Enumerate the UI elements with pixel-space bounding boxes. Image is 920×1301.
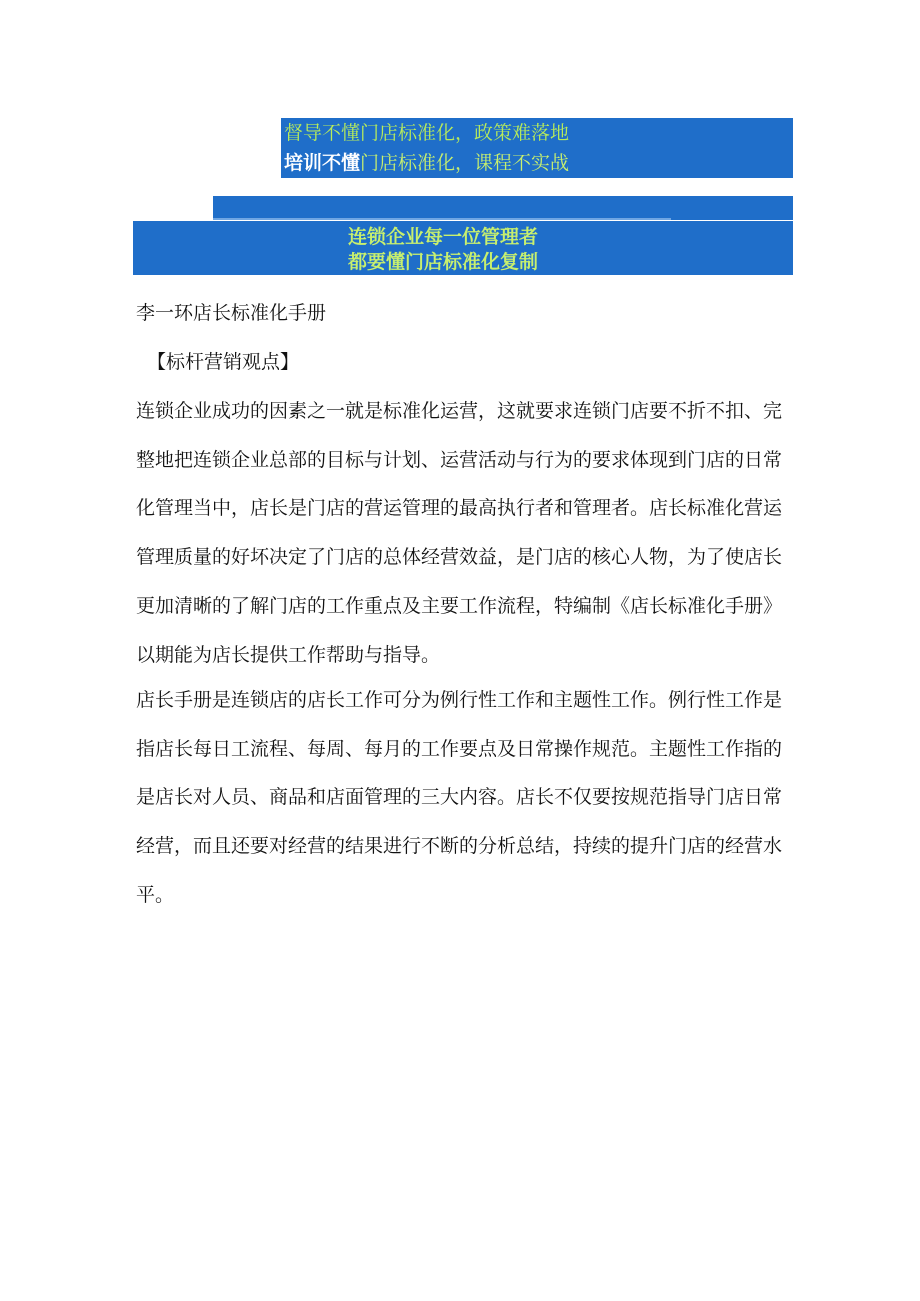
banner-slogan: [133, 221, 793, 275]
banner-line-2: [284, 150, 569, 176]
banner-line-2-strong: 培训不懂: [284, 152, 361, 174]
slogan-line-2: 都要懂门店标准化复制: [347, 251, 538, 273]
banner-top: [281, 118, 793, 178]
banner-divider-rule: [213, 218, 671, 220]
section-label: 【标杆营销观点】: [147, 351, 300, 373]
slogan-line-1: 连锁企业每一位管理者: [347, 226, 538, 248]
paragraph-2: 店长手册是连锁店的店长工作可分为例行性工作和主题性工作。例行性工作是指店长每日工流程、每周、每月的工作要点及日常操作规范。主题性工作指的是店长对人员、商品和店面管理的三大内容。店长不仅要按规范指导门店日常经营，而且还要对经营的结果进行不断的分析总结，持续的提升门店的经营水平。: [136, 689, 783, 906]
banner-divider-bar: [213, 196, 793, 220]
document-title: 李一环店长标准化手册: [136, 302, 327, 324]
paragraph-1: 连锁企业成功的因素之一就是标准化运营，这就要求连锁门店要不折不扣、完整地把连锁企业总部的目标与计划、运营活动与行为的要求体现到门店的日常化管理当中，店长是门店的营运管理的最高执行者和管理者。店长标准化营运管理质量的好坏决定了门店的总体经营效益，是门店的核心人物，为了使店长更加清晰的了解门店的工作重点及主要工作流程，特编制《店长标准化手册》以期能为店长提供工作帮助与指导。: [136, 400, 783, 666]
banner-line-1: 督导不懂门店标准化，政策难落地: [284, 122, 570, 144]
banner-line-2-rest: 门店标准化，课程不实战: [360, 152, 570, 174]
